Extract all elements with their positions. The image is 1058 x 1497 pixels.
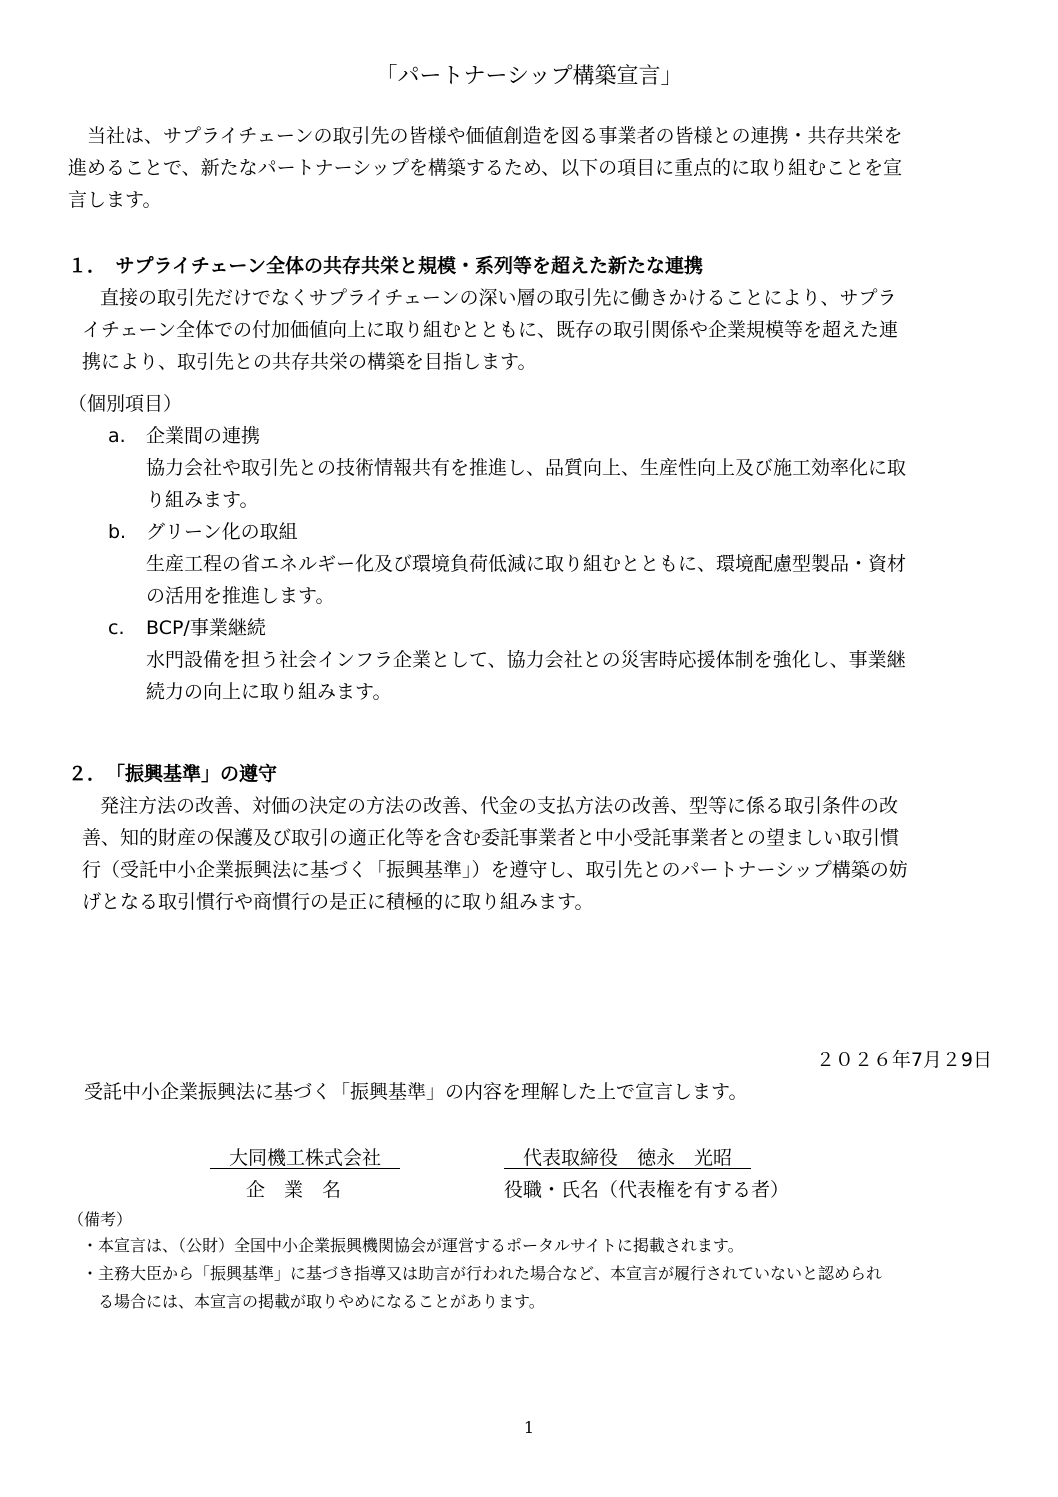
declaration-date: ２０２６年7月２9日 bbox=[815, 1049, 992, 1071]
page-number: 1 bbox=[523, 1418, 535, 1437]
section1-body-line-3: 携により、取引先との共存共栄の構築を目指します。 bbox=[82, 351, 537, 373]
item-b-body-line-1: 生産工程の省エネルギー化及び環境負荷低減に取り組むとともに、環境配慮型製品・資材 bbox=[146, 553, 907, 575]
item-a-body-line-1: 協力会社や取引先との技術情報共有を推進し、品質向上、生産性向上及び施工効率化に取 bbox=[146, 457, 907, 479]
section1-heading: １． サプライチェーン全体の共存共栄と規模・系列等を超えた新たな連携 bbox=[68, 255, 703, 277]
section2-body-line-3: 行（受託中小企業振興法に基づく「振興基準」）を遵守し、取引先とのパートナーシップ構築の妨 bbox=[82, 859, 908, 881]
item-a-body-line-2: り組みます。 bbox=[146, 489, 259, 511]
intro-line-2: 進めることで、新たなパートナーシップを構築するため、以下の項目に重点的に取り組むことを宣 bbox=[68, 157, 903, 179]
representative-name: 代表取締役 徳永 光昭 bbox=[504, 1147, 752, 1169]
section1-body-line-1: 直接の取引先だけでなくサプライチェーンの深い層の取引先に働きかけることにより、サプラ bbox=[100, 287, 897, 309]
item-b-body-line-2: の活用を推進します。 bbox=[146, 585, 335, 607]
individual-items-label: （個別項目） bbox=[68, 393, 183, 415]
section2-body-line-4: げとなる取引慣行や商慣行の是正に積極的に取り組みます。 bbox=[82, 891, 594, 913]
note-line-1: ・本宣言は、（公財）全国中小企業振興機関協会が運営するポータルサイトに掲載されます。 bbox=[82, 1236, 744, 1255]
section2-body-line-2: 善、知的財産の保護及び取引の適正化等を含む委託事業者と中小受託事業者との望ましい取引慣 bbox=[82, 827, 900, 849]
company-name-label: 企 業 名 bbox=[246, 1179, 342, 1201]
section2-body-line-1: 発注方法の改善、対価の決定の方法の改善、代金の支払方法の改善、型等に係る取引条件の改 bbox=[100, 795, 899, 817]
section1-body-line-2: イチェーン全体での付加価値向上に取り組むとともに、既存の取引関係や企業規模等を超えた連 bbox=[82, 319, 899, 341]
page-title: 「パートナーシップ構築宣言」 bbox=[375, 64, 683, 89]
company-name: 大同機工株式会社 bbox=[210, 1147, 401, 1169]
section2-heading: ２． 「振興基準」の遵守 bbox=[68, 763, 278, 785]
notes-label: （備考） bbox=[68, 1210, 133, 1229]
item-c-title: BCP/事業継続 bbox=[146, 617, 266, 639]
item-b-marker: b. bbox=[108, 521, 127, 543]
note-line-3: る場合には、本宣言の掲載が取りやめになることがあります。 bbox=[82, 1292, 545, 1311]
item-c-body-line-1: 水門設備を担う社会インフラ企業として、協力会社との災害時応援体制を強化し、事業継 bbox=[146, 649, 906, 671]
item-a-marker: a. bbox=[108, 425, 126, 447]
note-line-2: ・主務大臣から「振興基準」に基づき指導又は助言が行われた場合など、本宣言が履行されていないと認められ bbox=[82, 1264, 883, 1283]
intro-line-1: 当社は、サプライチェーンの取引先の皆様や価値創造を図る事業者の皆様との連携・共存共栄を bbox=[68, 125, 903, 147]
item-c-body-line-2: 続力の向上に取り組みます。 bbox=[146, 681, 392, 703]
representative-label: 役職・氏名（代表権を有する者） bbox=[504, 1179, 790, 1201]
item-b-title: グリーン化の取組 bbox=[146, 521, 298, 543]
item-a-title: 企業間の連携 bbox=[146, 425, 261, 447]
intro-line-3: 言します。 bbox=[68, 189, 162, 211]
item-c-marker: c. bbox=[108, 617, 125, 639]
declaration-statement: 受託中小企業振興法に基づく「振興基準」の内容を理解した上で宣言します。 bbox=[84, 1081, 748, 1103]
